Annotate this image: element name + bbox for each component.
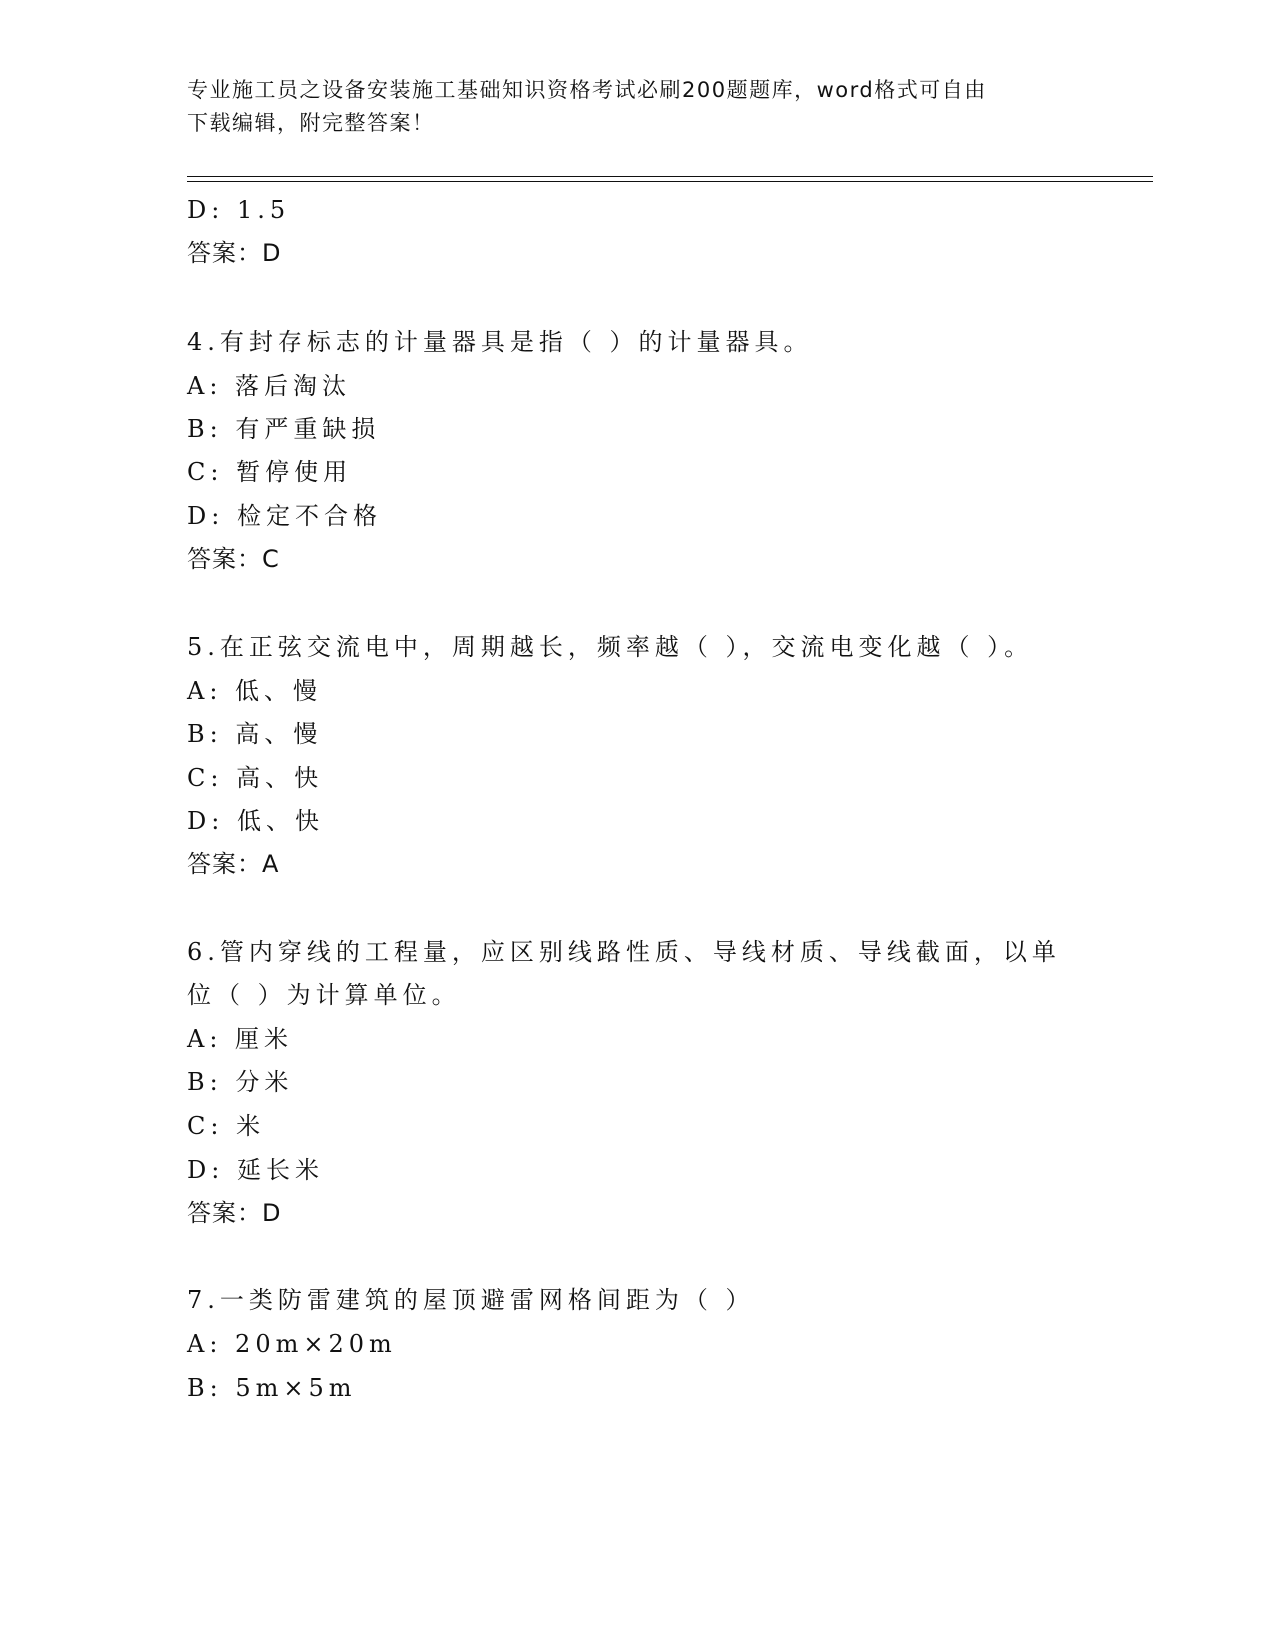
q4-answer: 答案：C bbox=[187, 545, 280, 573]
q5-question: 5.在正弦交流电中，周期越长，频率越（ ），交流电变化越（ ）。 bbox=[187, 633, 1034, 661]
q6-question-line-2: 位（ ）为计算单位。 bbox=[187, 981, 461, 1009]
q5-option-a: A: 低、慢 bbox=[187, 677, 323, 705]
q6-option-d: D: 延长米 bbox=[187, 1156, 324, 1184]
q6-question-line-1: 6.管内穿线的工程量，应区别线路性质、导线材质、导线截面，以单 bbox=[187, 938, 1061, 966]
q5-option-d: D: 低、快 bbox=[187, 807, 324, 835]
q4-option-c: C: 暂停使用 bbox=[187, 458, 353, 486]
q6-option-a: A: 厘米 bbox=[187, 1025, 294, 1053]
header-line-2: 下载编辑，附完整答案！ bbox=[187, 111, 435, 135]
q6-answer: 答案：D bbox=[187, 1199, 282, 1227]
q5-option-b: B: 高、慢 bbox=[187, 720, 323, 748]
document-header bbox=[187, 74, 1077, 140]
q7-option-b: B: 5m×5m bbox=[187, 1374, 357, 1402]
q5-answer: 答案：A bbox=[187, 850, 280, 878]
q6-option-b: B: 分米 bbox=[187, 1068, 294, 1096]
q7-option-a: A: 20m×20m bbox=[187, 1330, 397, 1358]
q6-option-c: C: 米 bbox=[187, 1112, 266, 1140]
q4-option-d: D: 检定不合格 bbox=[187, 502, 382, 530]
q7-question: 7.一类防雷建筑的屋顶避雷网格间距为（ ） bbox=[187, 1286, 755, 1314]
q4-question: 4.有封存标志的计量器具是指（ ）的计量器具。 bbox=[187, 328, 813, 356]
header-line-1: 专业施工员之设备安装施工基础知识资格考试必刷200题题库，word格式可自由 bbox=[187, 78, 987, 102]
header-divider-top bbox=[187, 176, 1153, 177]
q4-option-a: A: 落后淘汰 bbox=[187, 372, 352, 400]
header-divider-bottom bbox=[187, 181, 1153, 182]
q5-option-c: C: 高、快 bbox=[187, 764, 324, 792]
q4-option-b: B: 有严重缺损 bbox=[187, 415, 381, 443]
q3-option-d: D: 1.5 bbox=[187, 196, 291, 224]
q3-answer: 答案：D bbox=[187, 239, 282, 267]
